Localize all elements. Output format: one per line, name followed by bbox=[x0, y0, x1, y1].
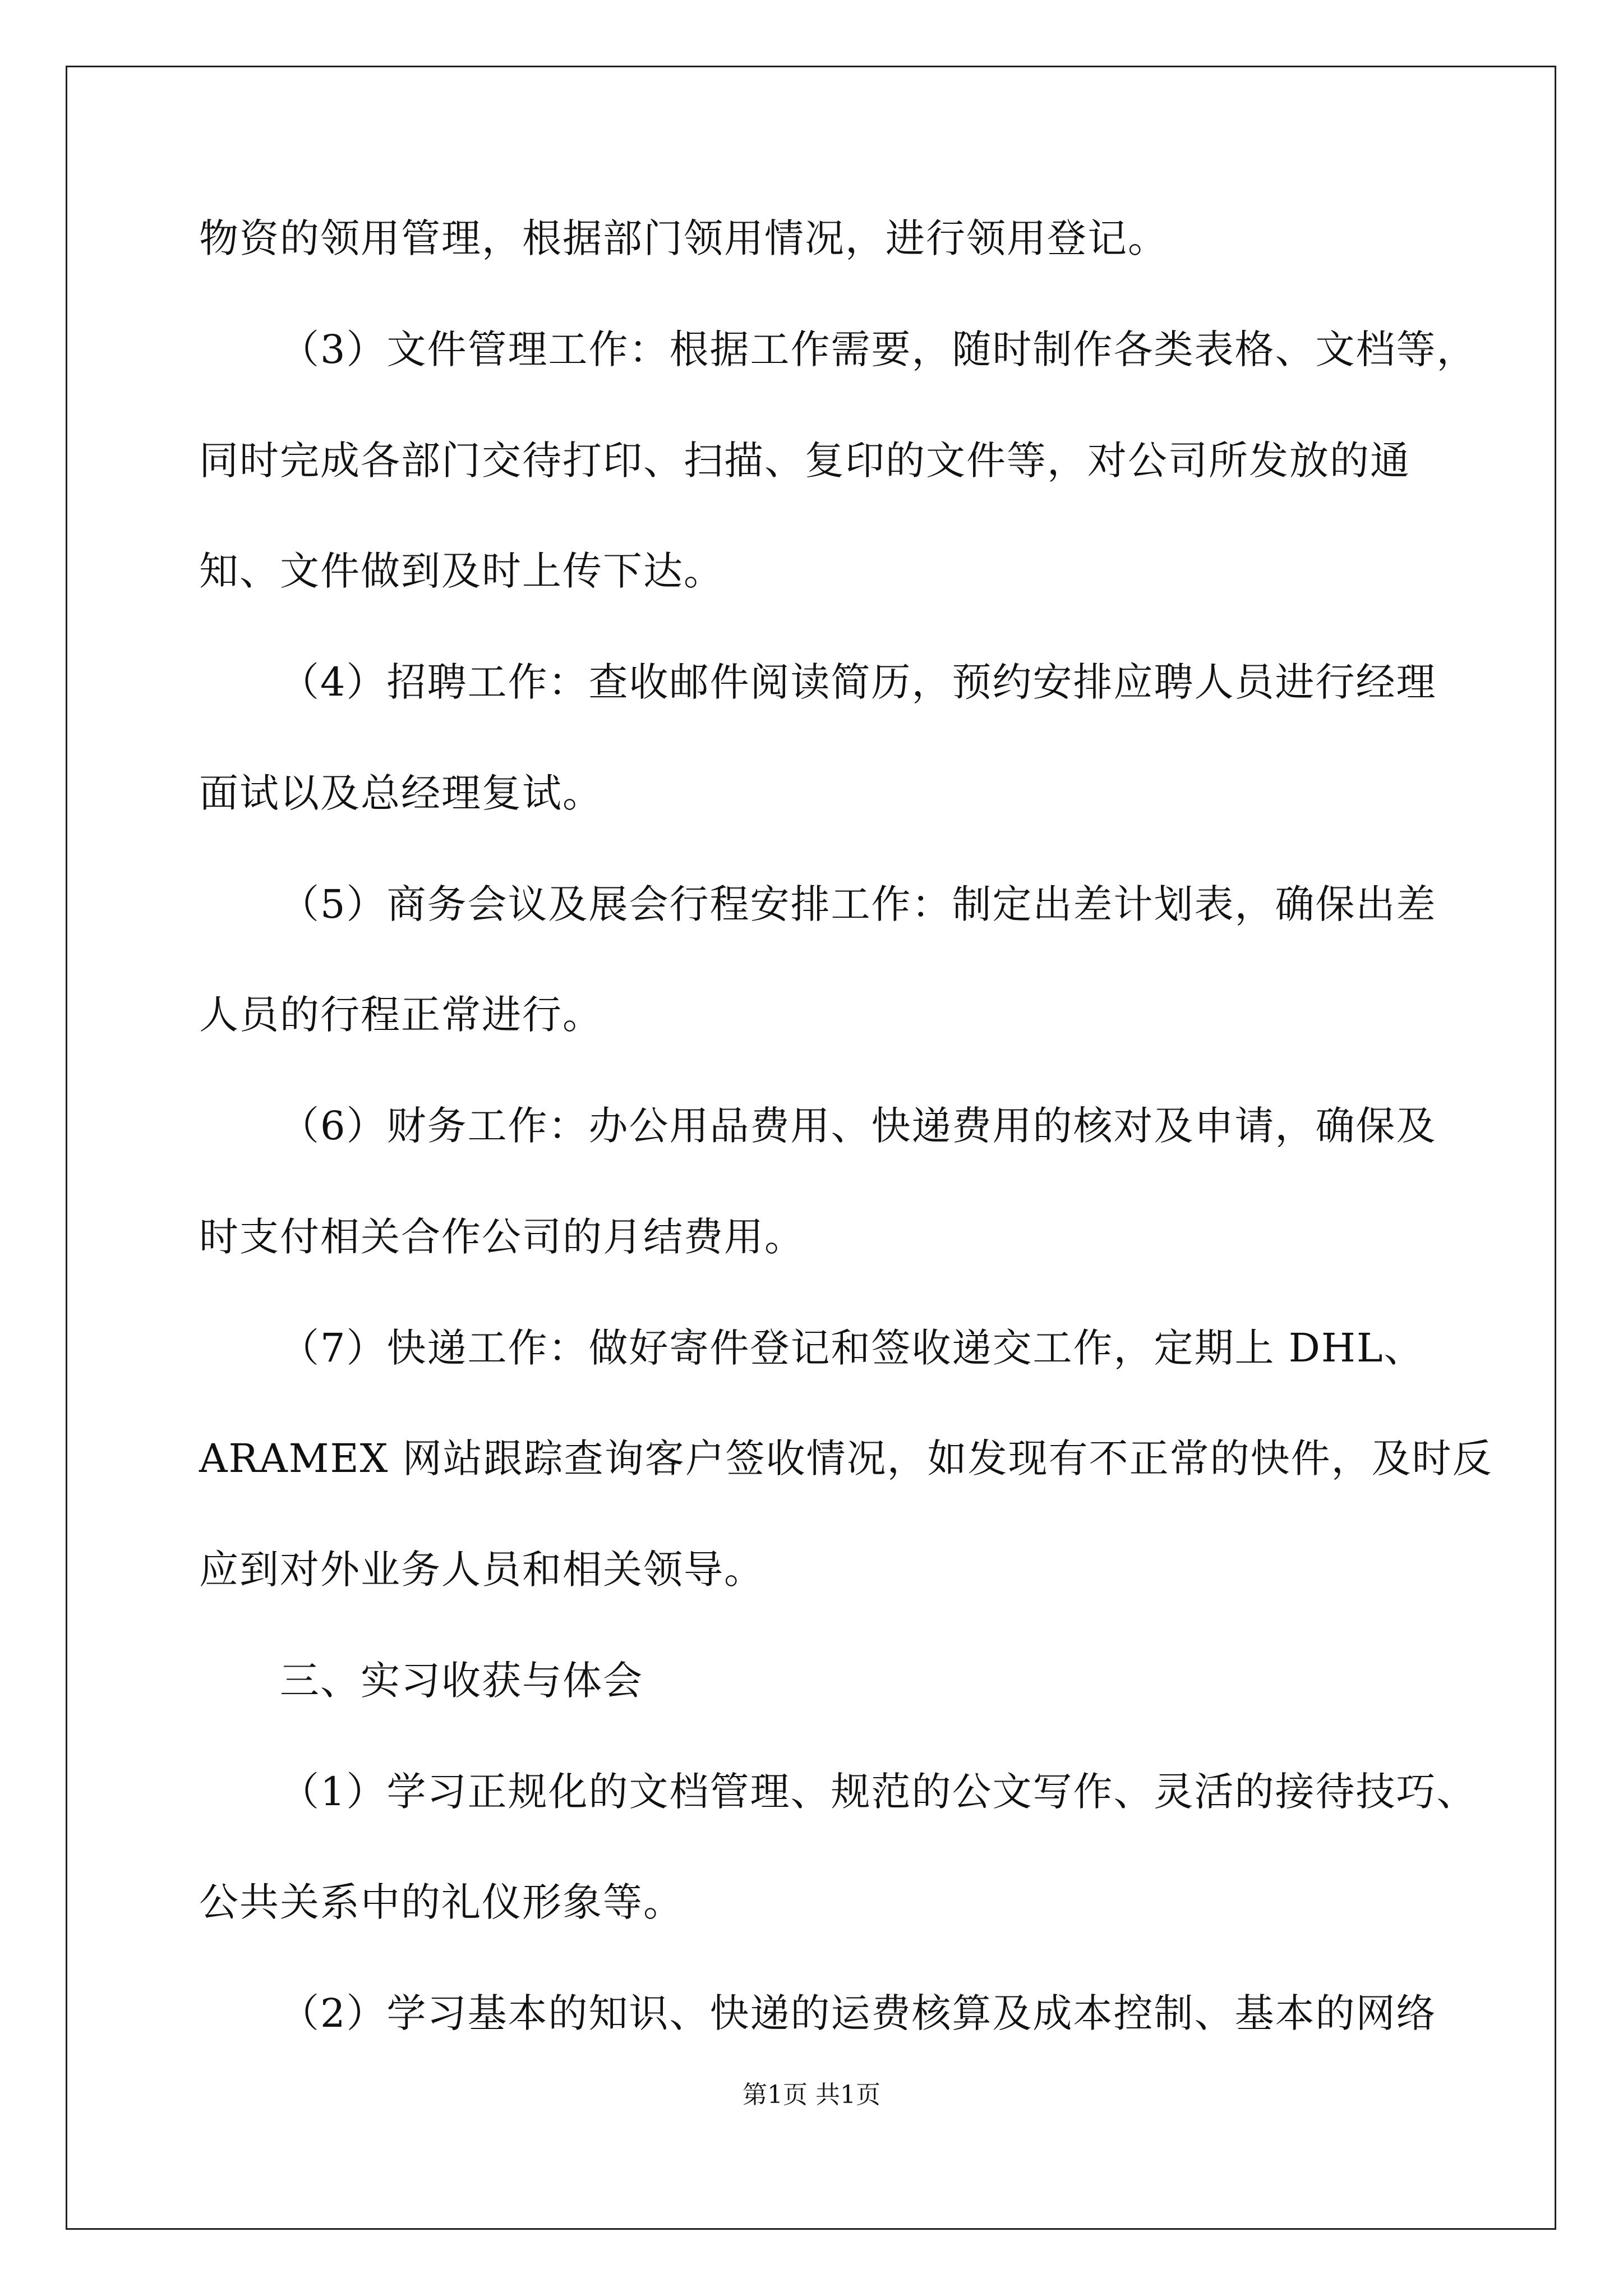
text-line: 应到对外业务人员和相关领导。 bbox=[199, 1547, 764, 1593]
text-line: 公共关系中的礼仪形象等。 bbox=[199, 1879, 684, 1925]
section-heading: 三、实习收获与体会 bbox=[280, 1658, 643, 1704]
text-line: 面试以及总经理复试。 bbox=[199, 770, 603, 816]
text-line: （3）文件管理工作：根据工作需要，随时制作各类表格、文档等， bbox=[280, 326, 1477, 372]
text-line: 人员的行程正常进行。 bbox=[199, 992, 603, 1038]
text-line: 同时完成各部门交待打印、扫描、复印的文件等，对公司所发放的通 bbox=[199, 438, 1410, 484]
text-line: （7）快递工作：做好寄件登记和签收递交工作，定期上 DHL、 bbox=[280, 1325, 1424, 1371]
text-line: （6）财务工作：办公用品费用、快递费用的核对及申请，确保及 bbox=[280, 1103, 1437, 1149]
page-number: 第1页 共1页 bbox=[743, 2081, 880, 2109]
text-line: （2）学习基本的知识、快递的运费核算及成本控制、基本的网络 bbox=[280, 1990, 1437, 2036]
text-line: （1）学习正规化的文档管理、规范的公文写作、灵活的接待技巧、 bbox=[280, 1769, 1477, 1815]
text-line: 物资的领用管理，根据部门领用情况，进行领用登记。 bbox=[199, 215, 1168, 261]
text-line: （4）招聘工作：查收邮件阅读简历，预约安排应聘人员进行经理 bbox=[280, 659, 1437, 705]
text-line: 知、文件做到及时上传下达。 bbox=[199, 548, 724, 594]
text-line: 时支付相关合作公司的月结费用。 bbox=[199, 1214, 805, 1260]
text-line: ARAMEX 网站跟踪查询客户签收情况，如发现有不正常的快件，及时反 bbox=[199, 1435, 1493, 1481]
text-line: （5）商务会议及展会行程安排工作：制定出差计划表，确保出差 bbox=[280, 881, 1437, 927]
